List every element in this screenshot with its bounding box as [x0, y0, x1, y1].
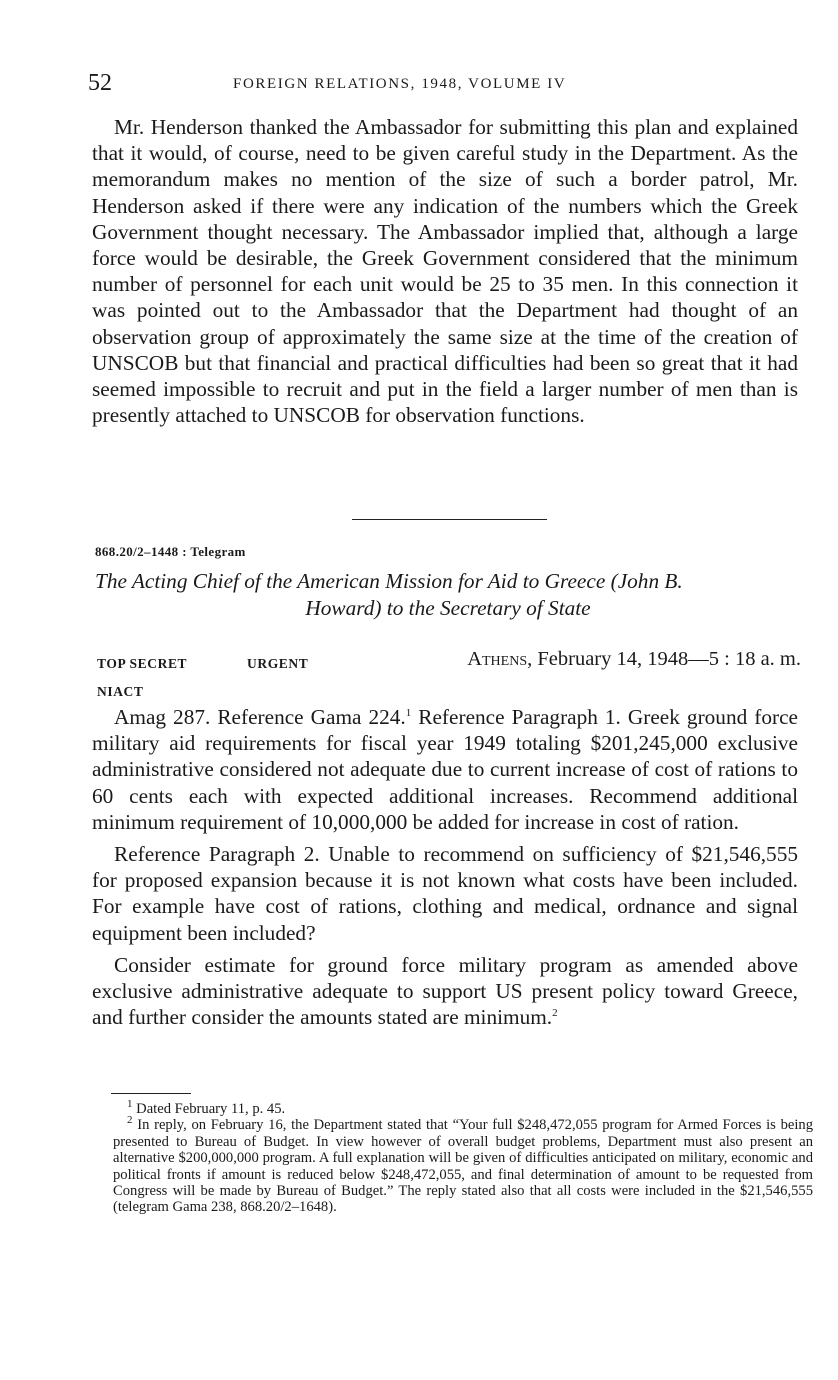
document-title-line-2: Howard) to the Secretary of State [305, 596, 591, 620]
dateline-place: Athens [467, 648, 528, 670]
footnote-2-marker: 2 [127, 1114, 133, 1127]
memo-paragraph: Mr. Henderson thanked the Ambassador for submitting this plan and explained that it would, of course, need to be given careful study in the Department. As the memorandum makes no mention of the size of such a border patrol, Mr. Henderson asked if there were any indication of the numbers which the Greek Government thought necessary. The Ambassador implied that, although a large force would be desirable, the Greek Government considered that the minimum number of personnel for each unit would be 25 to 35 men. In this connection it was pointed out to the Ambassador that the Department had thought of an observation group of approximately the same size at the time of the creation of UNSCOB but that financial and practical difficulties had been so great that it had seemed impossible to recruit and put in the field a larger number of men than is presently attached to UNSCOB for observation functions. [92, 115, 798, 428]
telegram-paragraph-1-start: Amag 287. Reference Gama 224. [114, 705, 406, 729]
document-title-line-1: The Acting Chief of the American Mission for Aid to Greece (John B. [95, 569, 683, 593]
footnote-2 [113, 1114, 813, 1216]
dateline-date-time: , February 14, 1948—5 : 18 a. m. [527, 648, 801, 670]
dateline [467, 648, 801, 671]
telegram-body [92, 704, 798, 1036]
footnote-rule [111, 1093, 191, 1094]
page-number: 52 [88, 70, 112, 96]
telegram-paragraph-1 [92, 704, 798, 835]
telegram-paragraph-2: Reference Paragraph 2. Unable to recommend on sufficiency of $21,546,555 for proposed expansion because it is not known what costs have been included. For example have cost of rations, clothing and medical, ordnance and signal equipment been included? [92, 842, 798, 945]
footnote-2-text: In reply, on February 16, the Department stated that “Your full $248,472,055 program for Armed Forces is being presented to Bureau of Budget. In view however of overall budget problems, Department must also present an alternative $200,000,000 program. A full explanation will be given of difficulties anticipated on military, economic and political fronts if amount is reduced below $248,472,055, and final determination of amount to be requested from Congress will be made by Bureau of Budget.” The reply stated also that all costs were included in the $21,546,555 (telegram Gama 238, 868.20/2–1648). [113, 1117, 813, 1216]
footnote-1 [113, 1098, 813, 1117]
classification-niact: NIACT [97, 684, 144, 699]
telegram-paragraph-3-text: Consider estimate for ground force military program as amended above exclusive administrative adequate to support US present policy toward Greece, and further consider the amounts stated are minimum. [92, 952, 798, 1030]
telegram-paragraph-1-rest: Reference Paragraph 1. Greek ground force military aid requirements for fiscal year 1949 totaling $201,245,000 exclusive administrative considered not adequate due to current increase of cost of rations to 60 cents each with expected additional increases. Recommend additional minimum requirement of 10,000,000 be added for increase in cost of ration. [92, 705, 798, 834]
classification-line [97, 648, 801, 674]
document-title [95, 568, 801, 622]
document-file-reference: 868.20/2–1448 : Telegram [95, 544, 246, 559]
running-title: FOREIGN RELATIONS, 1948, VOLUME IV [233, 76, 567, 92]
footnote-1-marker: 1 [127, 1098, 133, 1111]
footnote-1-text: Dated February 11, p. 45. [136, 1101, 286, 1117]
classification-urgent: URGENT [247, 656, 309, 671]
footnotes [113, 1098, 813, 1216]
footnote-ref-2: 2 [552, 1007, 558, 1020]
section-divider [352, 519, 547, 520]
running-head [88, 70, 808, 102]
telegram-paragraph-3 [92, 952, 798, 1031]
memo-conclusion [92, 114, 798, 428]
footnote-ref-1: 1 [405, 706, 412, 719]
classification-top-secret: TOP SECRET [97, 656, 188, 671]
